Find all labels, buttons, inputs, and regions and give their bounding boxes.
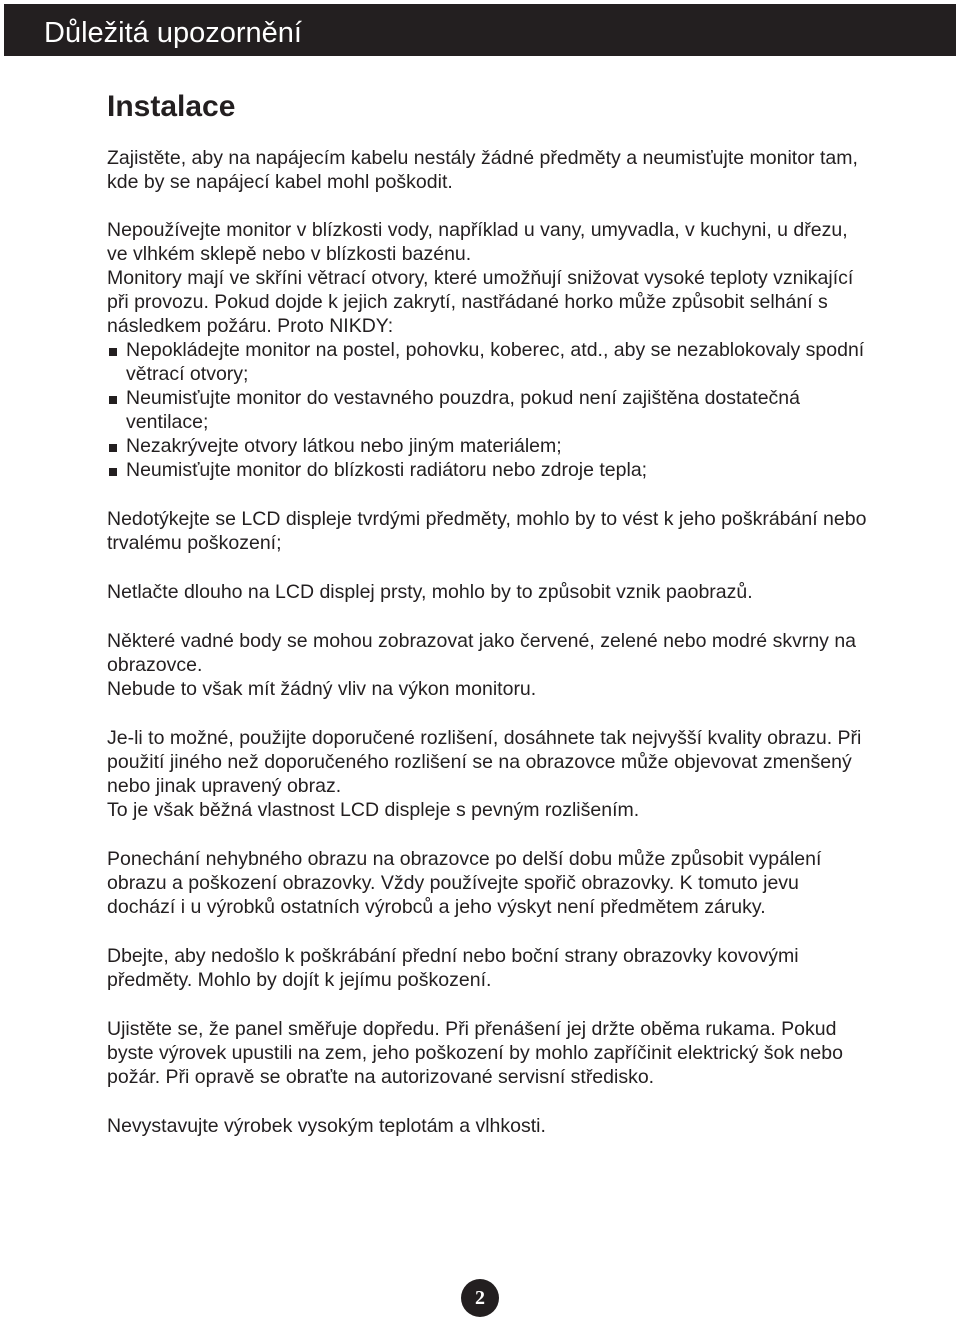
paragraph-handling: Ujistěte se, že panel směřuje dopředu. Při přenášení jej držte oběma rukama. Pokud byste výrovek upustili na zem, jeho poškození by mohlo zapříčinit elektrický šok nebo požár. Při opravě se obraťte na autorizované servisní středisko. — [107, 1018, 843, 1088]
square-bullet-icon — [109, 396, 117, 404]
list-item — [107, 434, 867, 458]
paragraph-water: Nepoužívejte monitor v blízkosti vody, například u vany, umyvadla, v kuchyni, u dřezu, ve vlhkém sklepě nebo v blízkosti bazénu. — [107, 219, 848, 265]
list-item-text: Nepokládejte monitor na postel, pohovku, koberec, atd., aby se nezablokovaly spodní větrací otvory; — [126, 339, 865, 385]
paragraph-power-cable: Zajistěte, aby na napájecím kabelu nestály žádné předměty a neumisťujte monitor tam, kde by se napájecí kabel mohl poškodit. — [107, 147, 858, 193]
paragraph-defective-pixels: Některé vadné body se mohou zobrazovat jako červené, zelené nebo modré skvrny na obrazovce. — [107, 630, 857, 676]
ventilation-list — [107, 338, 867, 482]
list-item-text: Neumisťujte monitor do vestavného pouzdra, pokud není zajištěna dostatečná ventilace; — [126, 387, 800, 433]
paragraph-resolution: Je-li to možné, použijte doporučené rozlišení, dosáhnete tak nejvyšší kvality obrazu. Při použití jiného než doporučeného rozlišení se na obrazovce může objevovat zmenšený nebo jinak upravený obraz. — [107, 727, 862, 797]
list-item-text: Nezakrývejte otvory látkou nebo jiným materiálem; — [126, 435, 562, 457]
list-item — [107, 338, 867, 386]
list-item — [107, 458, 867, 482]
paragraph-pressing: Netlačte dlouho na LCD displej prsty, mohlo by to způsobit vznik paobrazů. — [107, 581, 753, 603]
header-bar — [4, 4, 956, 56]
square-bullet-icon — [109, 348, 117, 356]
content — [107, 146, 867, 1138]
section-title: Instalace — [107, 90, 236, 123]
paragraph-ventilation: Monitory mají ve skříni větrací otvory, které umožňují snižovat vysoké teploty vznikající při provozu. Pokud dojde k jejich zakrytí, nastřádané horko může způsobit selhání s následkem požáru. Proto NIKDY: — [107, 267, 854, 337]
paragraph-hard-objects: Nedotýkejte se LCD displeje tvrdými předměty, mohlo by to vést k jeho poškrábání nebo trvalému poškození; — [107, 508, 867, 554]
list-item — [107, 386, 867, 434]
square-bullet-icon — [109, 468, 117, 476]
paragraph-temperature: Nevystavujte výrobek vysokým teplotám a vlhkosti. — [107, 1115, 546, 1137]
paragraph-no-impact: Nebude to však mít žádný vliv na výkon monitoru. — [107, 678, 537, 700]
square-bullet-icon — [109, 444, 117, 452]
paragraph-burn-in: Ponechání nehybného obrazu na obrazovce po delší dobu může způsobit vypálení obrazu a poškození obrazovky. Vždy používejte spořič obrazovky. K tomuto jevu dochází i u výrobků ostatních výrobců a jeho výskyt není předmětem záruky. — [107, 848, 822, 918]
paragraph-scratches: Dbejte, aby nedošlo k poškrábání přední nebo boční strany obrazovky kovovými předměty. Mohlo by dojít k jejímu poškození. — [107, 945, 799, 991]
page-title: Důležitá upozornění — [44, 17, 302, 49]
list-item-text: Neumisťujte monitor do blízkosti radiátoru nebo zdroje tepla; — [126, 459, 648, 481]
page-number: 2 — [461, 1279, 499, 1317]
paragraph-fixed-resolution: To je však běžná vlastnost LCD displeje s pevným rozlišením. — [107, 799, 640, 821]
